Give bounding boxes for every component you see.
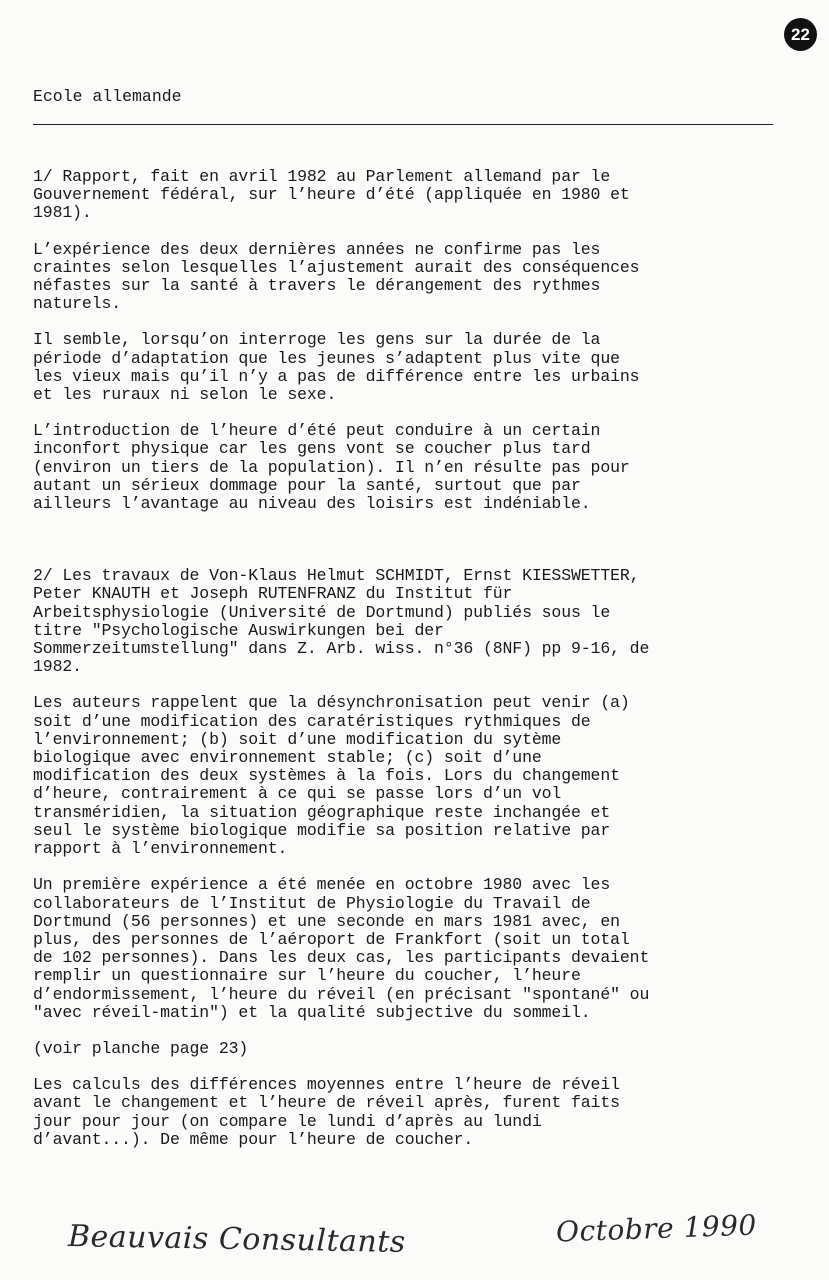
handwritten-signature: Beauvais Consultants [67,1219,407,1260]
document-body [33,168,793,1149]
section-2-paragraph: Les calculs des différences moyennes entre l’heure de réveil avant le changement et l’heure de réveil après, furent faits jour pour jour (on compare le lundi d’après au lundi d’avant...). De même pour l’heure de coucher. [33,1075,620,1149]
section-1-intro: 1/ Rapport, fait en avril 1982 au Parlement allemand par le Gouvernement fédéral, sur l’heure d’été (appliquée en 1980 et 1981). [33,167,630,223]
section-1-paragraph: L’introduction de l’heure d’été peut conduire à un certain inconfort physique car les gens vont se coucher plus tard (environ un tiers de la population). Il n’en résulte pas pour autant un sérieux dommage pour la santé, surtout que par ailleurs l’avantage au niveau des loisirs est indéniable. [33,421,630,514]
section-1-paragraph: L’expérience des deux dernières années ne confirme pas les craintes selon lesquelles l’ajustement aurait des conséquences néfastes sur la santé à travers le dérangement des rythmes naturels. [33,239,640,314]
page-number-badge: 22 [784,18,817,51]
section-2-paragraph: Un première expérience a été menée en octobre 1980 avec les collaborateurs de l’Institut de Physiologie du Travail de Dortmund (56 personnes) et une seconde en mars 1981 avec, en plus, des personnes de l’aéroport de Frankfort (soit un total de 102 personnes). Dans les deux cas, les participants devaient remplir un questionnaire sur l’heure du coucher, l’heure d’endormissement, l’heure du réveil (en précisant "spontané" ou "avec réveil-matin") et la qualité subjective du sommeil. [33,875,650,1022]
section-1-paragraph: Il semble, lorsqu’on interroge les gens sur la durée de la période d’adaptation que les jeunes s’adaptent plus vite que les vieux mais qu’il n’y a pas de différence entre les urbains et les ruraux ni selon le sexe. [33,330,640,405]
section-2-paragraph: (voir planche page 23) [33,1038,249,1058]
document-header: Ecole allemande [33,87,182,106]
section-2-paragraph: Les auteurs rappelent que la désynchronisation peut venir (a) soit d’une modification des caratéristiques rythmiques de l’environnement; (b) soit d’une modification du sytème biologique avec environnement stable; (c) soit d’une modification des deux systèmes à la fois. Lors du changement d’heure, contrairement à ce qui se passe lors d’un vol transméridien, la situation géographique reste inchangée et seul le système biologique modifie sa position relative par rapport à l’environnement. [33,693,630,859]
handwritten-date: Octobre 1990 [555,1208,758,1249]
section-2-intro: 2/ Les travaux de Von-Klaus Helmut SCHMIDT, Ernst KIESSWETTER, Peter KNAUTH et Joseph RUTENFRANZ du Institut für Arbeitsphysiologie (Université de Dortmund) publiés sous le titre "Psychologische Auswirkungen bei der Sommerzeitumstellung" dans Z. Arb. wiss. n°36 (8NF) pp 9-16, de 1982. [33,566,650,677]
header-rule [33,124,773,125]
